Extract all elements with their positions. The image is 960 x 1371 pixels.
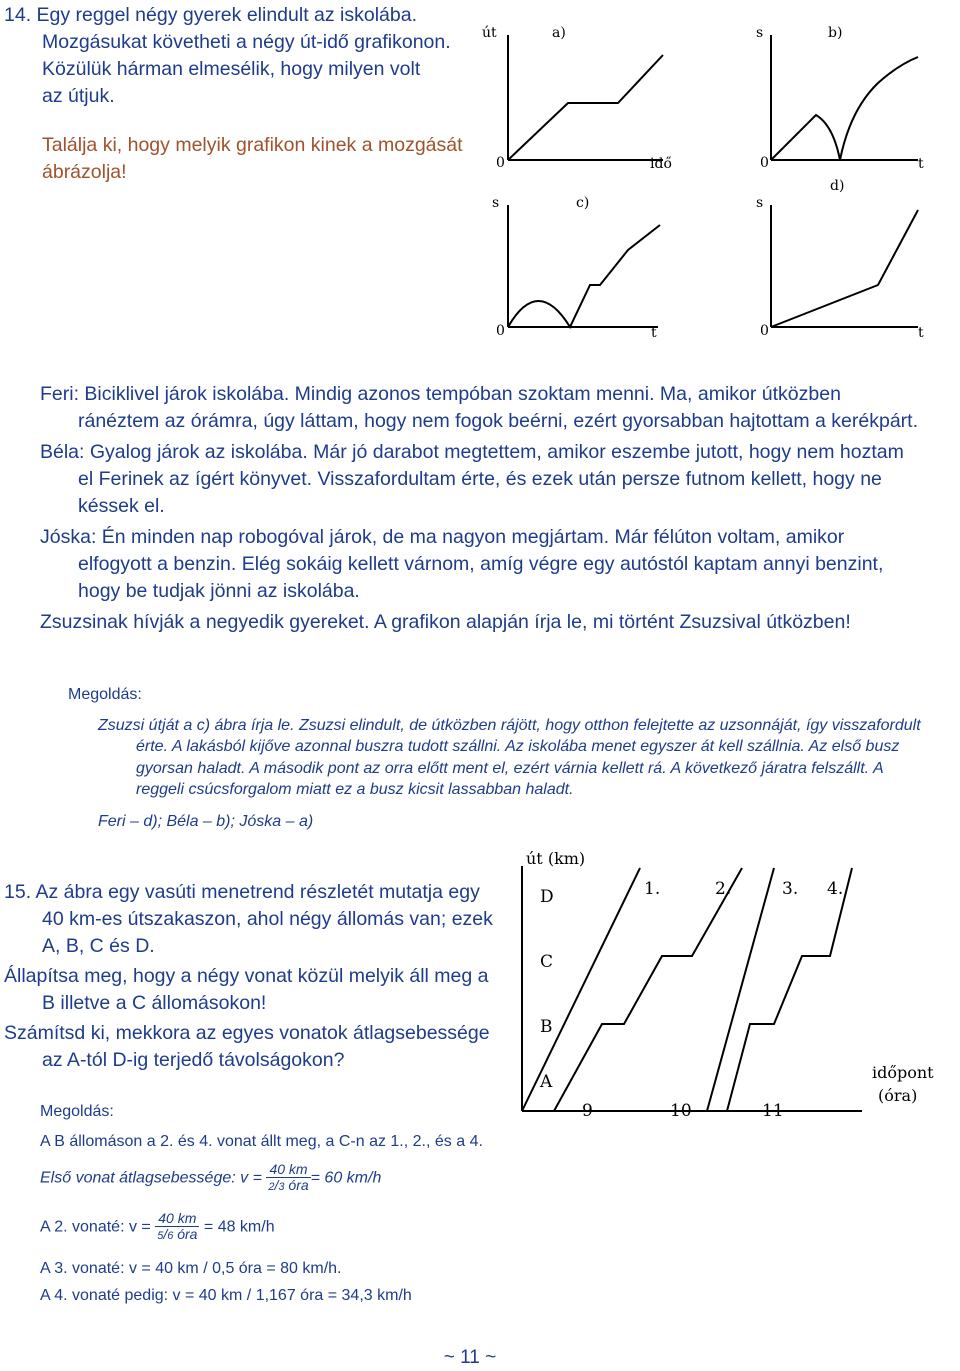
task15-sol4: A 3. vonaté: v = 40 km / 0,5 óra = 80 km/h. — [40, 1260, 342, 1277]
graph-b-ylabel: s — [756, 25, 764, 41]
task14-solution-text: Zsuzsi útját a c) ábra írja le. Zsuzsi elindult, de útközben rájött, hogy otthon felejtette az uzsonnáját, így visszafordult érte. A lakásból kijőve azonnal buszra tudott szállni. Az iskolába menet egyszer át kell szállnia. Az első busz gyorsan haladt. A második pont az orra előtt ment el, ezért várnia kellett rá. A következő járatra felszállt. A reggeli csúcsforgalom miatt ez a busz kicsit lassabban haladt. — [98, 716, 921, 798]
sol2-den: 2/3 óra — [268, 1177, 309, 1193]
task15-solution — [40, 1101, 500, 1306]
bela-text2: Már jó darabot megtettem, amikor eszembe jutott, hogy nem hoztam el Ferinek az ígért könyvet. Visszafordultam érte, és ezek után persze futnom kellett, hogy ne késsek el. — [78, 441, 904, 517]
sol3-fraction — [155, 1211, 199, 1244]
train-timetable-graph — [512, 846, 952, 1128]
train-1-label: 1. — [644, 879, 661, 899]
sol3-num: 40 km — [155, 1211, 199, 1227]
zsuzsi-question — [40, 609, 920, 636]
graph-ylabel: út (km) — [526, 849, 586, 868]
task14-solution-label: Megoldás: — [68, 686, 142, 703]
task15-sol5: A 4. vonaté pedig: v = 40 km / 1,167 óra = 34,3 km/h — [40, 1286, 412, 1304]
bela-text1: Gyalog járok az iskolába. — [84, 441, 308, 463]
graph-xlabel: időpont — [872, 1063, 934, 1082]
task14-stories — [40, 381, 920, 640]
graph-b — [756, 25, 924, 172]
graph-a-origin: 0 — [496, 155, 505, 171]
task14-question: Találja ki, hogy melyik grafikon kinek a mozgását ábrázolja! — [42, 134, 463, 183]
train-3-line — [707, 868, 774, 1111]
task15-text2: Állapítsa meg, hogy a négy vonat közül melyik áll meg a B illetve a C állomásokon! — [4, 965, 489, 1014]
task14-graphs — [478, 15, 948, 355]
joska-label: Jóska: — [40, 526, 97, 548]
task15-text1: 15. Az ábra egy vasúti menetrend részletét mutatja egy 40 km-es útszakaszon, ahol négy állomás van; ezek A, B, C és D. — [4, 881, 493, 957]
graph-b-letter: b) — [828, 25, 843, 41]
graph-xlabel-unit: (óra) — [878, 1086, 918, 1105]
graph-a-letter: a) — [552, 25, 566, 41]
task15-sol2 — [40, 1162, 500, 1195]
feri-text: Biciklivel járok iskolába. Mindig azonos tempóban szoktam menni. Ma, amikor útközben ránéztem az órámra, úgy láttam, hogy nem fogok beérni, ezért gyorsabban hajtottam a kerékpárt. — [78, 383, 919, 432]
train-4-label: 4. — [827, 879, 844, 899]
graph-c-origin: 0 — [496, 323, 505, 339]
joska-text2: Már félúton voltam, amikor elfogyott a benzin. Elég sokáig kellett várnom, amíg végre egy autóstól kaptam annyi benzint, hogy be tudjak jönni az iskolába. — [78, 526, 884, 602]
task14-solution — [68, 684, 928, 832]
task15-text — [4, 879, 494, 1074]
sol2-num: 40 km — [266, 1162, 310, 1178]
zsuzsi-text2: A grafikon alapján írja le, mi történt Zsuzsival útközben! — [369, 611, 851, 633]
xtick-9: 9 — [582, 1101, 593, 1121]
sol3-pre: A 2. vonaté: v = — [40, 1218, 156, 1236]
graph-a — [482, 25, 672, 172]
xtick-11: 11 — [762, 1101, 784, 1121]
graph-b-xlabel: t — [918, 156, 924, 172]
graph-d-ylabel: s — [756, 195, 764, 211]
xtick-10: 10 — [670, 1101, 692, 1121]
graph-a-ylabel: út — [482, 25, 497, 41]
sol3-den: 5/6 óra — [157, 1226, 198, 1242]
train-4-line — [727, 868, 852, 1111]
graph-d-xlabel: t — [918, 325, 924, 341]
page-number: ~ 11 ~ — [443, 1347, 497, 1368]
feri-label: Feri: — [40, 383, 79, 405]
task14-intro-text: 14. Egy reggel négy gyerek elindult az iskolába. — [4, 4, 418, 26]
feri-story — [40, 381, 920, 435]
joska-story — [40, 524, 920, 605]
sol2-fraction — [266, 1162, 310, 1195]
station-d: D — [540, 887, 554, 907]
graph-b-origin: 0 — [760, 155, 769, 171]
station-a: A — [540, 1072, 553, 1092]
graph-d-origin: 0 — [760, 323, 769, 339]
sol2-post: = 60 km/h — [310, 1169, 382, 1187]
graph-d — [756, 178, 924, 341]
task14-intro3: Közülük hárman elmesélik, hogy milyen volt az útjuk. — [42, 58, 421, 107]
graph-d-letter: d) — [830, 178, 845, 194]
task14-answer: Feri – d); Béla – b); Jóska – a) — [98, 812, 314, 830]
zsuzsi-text1: Zsuzsinak hívják a negyedik gyereket. — [40, 611, 370, 633]
train-2-label: 2. — [715, 879, 732, 899]
task14-intro2: Mozgásukat követheti a négy út-idő grafikonon. — [42, 31, 451, 53]
task15-sol1: A B állomáson a 2. és 4. vonat állt meg, a C-n az 1., 2., és a 4. — [40, 1132, 483, 1150]
graph-c-ylabel: s — [492, 195, 500, 211]
graph-c-letter: c) — [576, 195, 590, 211]
sol3-post: = 48 km/h — [199, 1218, 275, 1236]
task14-intro — [4, 2, 464, 186]
graph-c-xlabel: t — [651, 325, 657, 341]
graph-a-xlabel: idő — [650, 156, 672, 172]
sol2-pre: Első vonat átlagsebessége: v = — [40, 1169, 267, 1187]
bela-story — [40, 439, 920, 520]
train-3-label: 3. — [782, 879, 799, 899]
station-c: C — [540, 952, 554, 972]
train-2-line — [554, 868, 742, 1111]
station-b: B — [540, 1017, 553, 1037]
bela-label: Béla: — [40, 441, 85, 463]
task15-text3: Számítsd ki, mekkora az egyes vonatok átlagsebessége az A-tól D-ig terjedő távolságokon? — [4, 1022, 490, 1071]
task15-solution-label: Megoldás: — [40, 1103, 114, 1120]
task15-sol3 — [40, 1211, 500, 1244]
joska-text1: Én minden nap robogóval járok, de ma nagyon megjártam. — [96, 526, 610, 548]
graph-c — [492, 195, 660, 341]
